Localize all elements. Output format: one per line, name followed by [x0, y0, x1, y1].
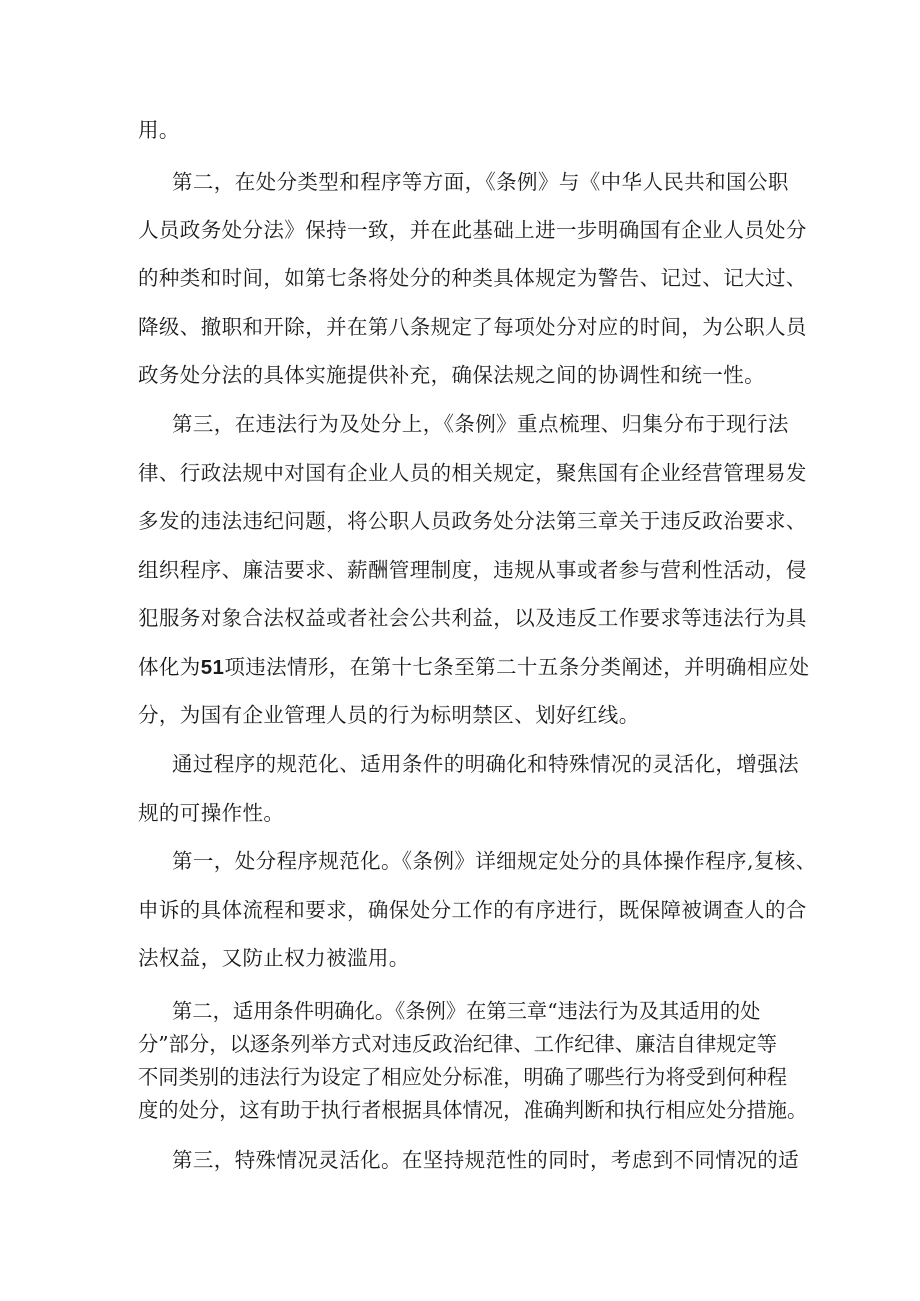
text-segment: 项违法情形，在第十七条至第二十五条分类阐述，并明确相应处 — [224, 655, 810, 679]
text-line: 规的可操作性。 — [138, 801, 285, 825]
paragraph-start: 第三，特殊情况灵活化。在坚持规范性的同时，考虑到不同情况的适 — [172, 1148, 799, 1172]
text-line — [138, 653, 810, 682]
text-line: 律、行政法规中对国有企业人员的相关规定，聚焦国有企业经营管理易发 — [138, 461, 807, 485]
text-line: 人员政务处分法》保持一致，并在此基础上进一步明确国有企业人员处分 — [138, 218, 807, 242]
text-line: 用。 — [138, 118, 180, 142]
text-line: 政务处分法的具体实施提供补充，确保法规之间的协调性和统一性。 — [138, 363, 765, 387]
text-line: 降级、撤职和开除，并在第八条规定了每项处分对应的时间，为公职人员 — [138, 315, 807, 339]
paragraph-start: 第一，处分程序规范化。《条例》详细规定处分的具体操作程序,复核、 — [172, 849, 817, 873]
text-line: 犯服务对象合法权益或者社会公共利益，以及违反工作要求等违法行为具 — [138, 606, 807, 630]
paragraph-start: 第三，在违法行为及处分上，《条例》重点梳理、归集分布于现行法 — [172, 412, 789, 436]
text-line: 组织程序、廉洁要求、薪酬管理制度，违规从事或者参与营利性活动，侵 — [138, 558, 807, 582]
text-line: 多发的违法违纪问题，将公职人员政务处分法第三章关于违反政治要求、 — [138, 509, 807, 533]
paragraph-start: 第二，在处分类型和程序等方面，《条例》与《中华人民共和国公职 — [172, 170, 789, 194]
paragraph-start: 第二，适用条件明确化。《条例》在第三章“违法行为及其适用的处 — [172, 999, 761, 1023]
text-line: 度的处分，这有助于执行者根据具体情况，准确判断和执行相应处分措施。 — [138, 1098, 808, 1122]
text-line: 分”部分，以逐条列举方式对违反政治纪律、工作纪律、廉洁自律规定等 — [138, 1032, 778, 1056]
text-segment: 体化为 — [138, 655, 201, 679]
text-line: 申诉的具体流程和要求，确保处分工作的有序进行，既保障被调查人的合 — [138, 898, 807, 922]
text-line: 分，为国有企业管理人员的行为标明禁区、划好红线。 — [138, 703, 640, 727]
text-line: 不同类别的违法行为设定了相应处分标准，明确了哪些行为将受到何种程 — [138, 1065, 788, 1089]
text-line: 法权益，又防止权力被滥用。 — [138, 946, 410, 970]
number-51: 51 — [200, 656, 225, 679]
text-line: 的种类和时间，如第七条将处分的种类具体规定为警告、记过、记大过、 — [138, 266, 807, 290]
paragraph-start: 通过程序的规范化、适用条件的明确化和特殊情况的灵活化，增强法 — [172, 752, 799, 776]
